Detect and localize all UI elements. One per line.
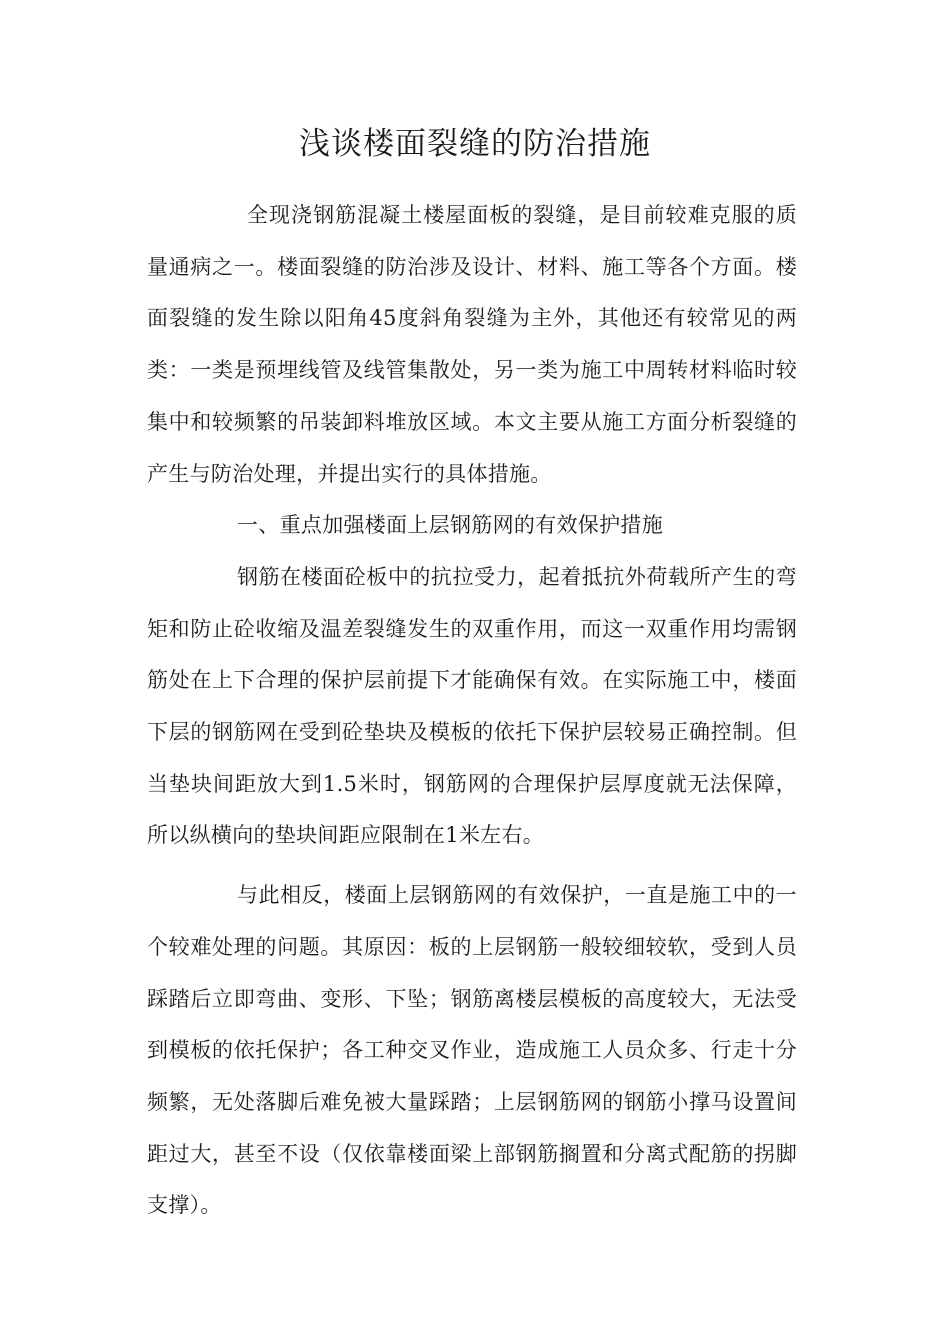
- section-heading-1: 一、重点加强楼面上层钢筋网的有效保护措施: [237, 513, 663, 538]
- document-body: [147, 190, 797, 1232]
- paragraph-intro: 全现浇钢筋混凝土楼屋面板的裂缝，是目前较难克服的质量通病之一。楼面裂缝的防治涉及设计、材料、施工等各个方面。楼面裂缝的发生除以阳角45度斜角裂缝为主外，其他还有较常见的两类：一类是预埋线管及线管集散处，另一类为施工中周转材料临时较集中和较频繁的吊装卸料堆放区域。本文主要从施工方面分析裂缝的产生与防治处理，并提出实行的具体措施。: [147, 203, 797, 486]
- document-title: 浅谈楼面裂缝的防治措施: [299, 126, 651, 162]
- paragraph-rebar-function: 钢筋在楼面砼板中的抗拉受力，起着抵抗外荷载所产生的弯矩和防止砼收缩及温差裂缝发生的双重作用，而这一双重作用均需钢筋处在上下合理的保护层前提下才能确保有效。在实际施工中，楼面下层的钢筋网在受到砼垫块及模板的依托下保护层较易正确控制。但当垫块间距放大到1.5米时，钢筋网的合理保护层厚度就无法保障，所以纵横向的垫块间距应限制在1米左右。: [147, 564, 797, 848]
- paragraph-upper-mesh-problems: 与此相反，楼面上层钢筋网的有效保护，一直是施工中的一个较难处理的问题。其原因：板的上层钢筋一般较细较软，受到人员踩踏后立即弯曲、变形、下坠；钢筋离楼层模板的高度较大，无法受到模板的依托保护；各工种交叉作业，造成施工人员众多、行走十分频繁，无处落脚后难免被大量踩踏；上层钢筋网的钢筋小撑马设置间距过大，甚至不设（仅依靠楼面梁上部钢筋搁置和分离式配筋的拐脚支撑）。: [147, 883, 797, 1218]
- paragraph-spacer: [147, 862, 797, 870]
